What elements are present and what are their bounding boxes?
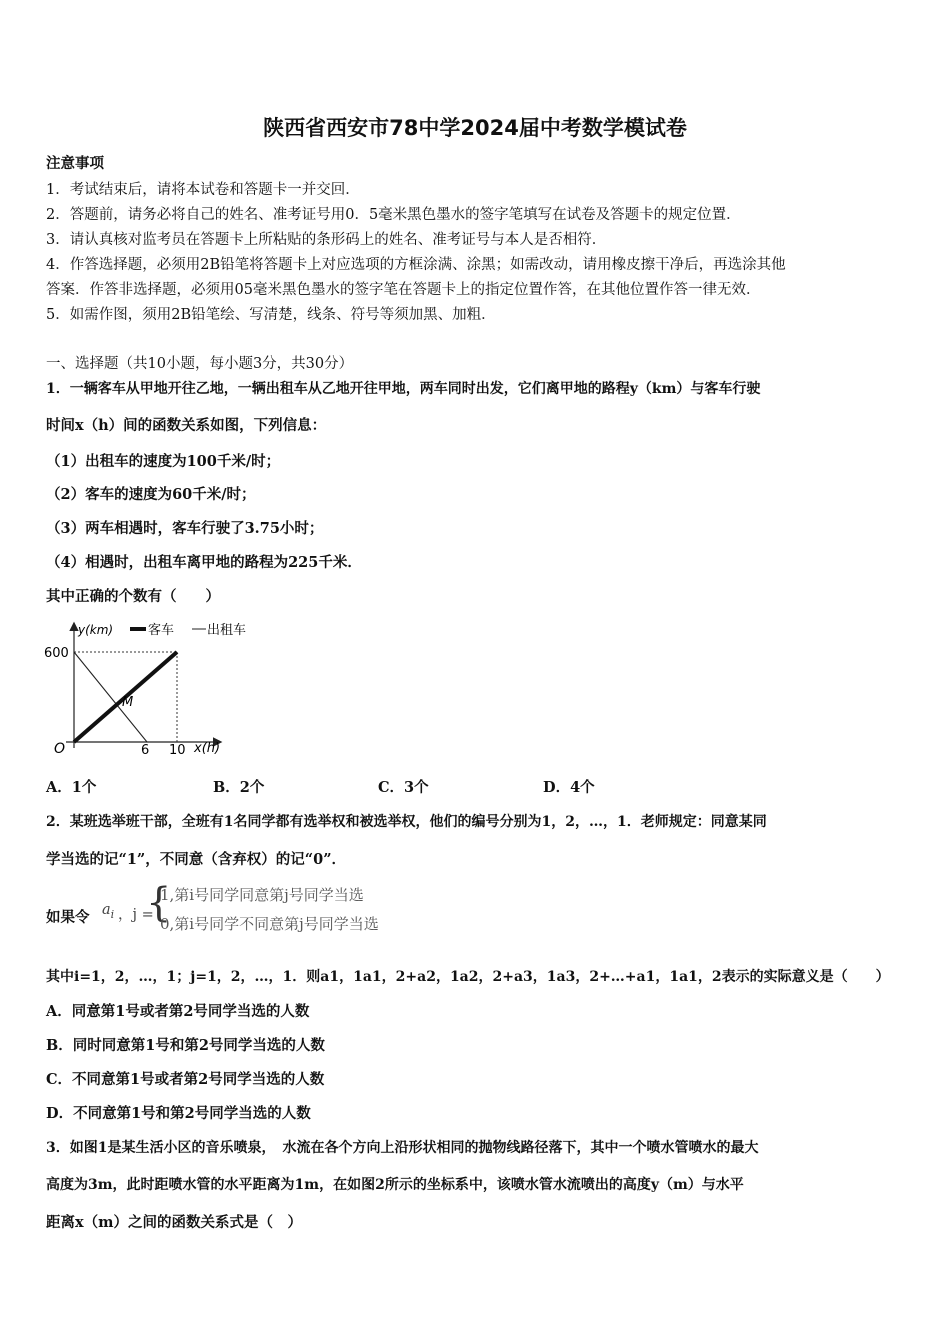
q2-option-d[interactable]: D．不同意第1号和第2号同学当选的人数 [46, 1105, 311, 1122]
y-axis-label: y(km) [78, 623, 114, 637]
q2-var-sub: i [110, 907, 115, 921]
y-tick-600: 600 [44, 646, 69, 661]
q2-stem-line2: 学当选的记“1”，不同意（含弃权）的记“0”． [46, 851, 347, 868]
q3-line2: 高度为3m，此时距喷水管的水平距离为1m，在如图2所示的坐标系中，该喷水管水流喷出的高度y（m）与水平 [46, 1177, 744, 1193]
legend-taxi: 出租车 [207, 623, 247, 638]
q1-stem-line2: 时间x（h）间的函数关系如图，下列信息： [46, 417, 327, 434]
q1-item: （3）两车相遇时，客车行驶了3.75小时； [46, 520, 324, 537]
notice-heading: 注意事项 [46, 155, 104, 172]
notice-item: 答案．作答非选择题，必须用05毫米黑色墨水的签字笔在答题卡上的指定位置作答，在其他位置作答一律无效． [46, 282, 761, 298]
q1-item: （1）出租车的速度为100千米/时； [46, 453, 281, 470]
x-axis-label: x(h) [194, 741, 221, 756]
q2-option-a[interactable]: A．同意第1号或者第2号同学当选的人数 [46, 1003, 310, 1020]
q2-option-c[interactable]: C．不同意第1号或者第2号同学当选的人数 [46, 1071, 325, 1088]
q2-var-j: ，j = [118, 907, 154, 923]
q3-line3: 距离x（m）之间的函数关系式是（ ） [46, 1214, 302, 1231]
notice-item: 4．作答选择题，必须用2B铅笔将答题卡上对应选项的方框涂满、涂黑；如需改动，请用橡皮擦干净后，再选涂其他 [46, 257, 786, 273]
q1-item: （4）相遇时，出租车离甲地的路程为225千米． [46, 554, 362, 571]
notice-item: 5．如需作图，须用2B铅笔绘、写清楚，线条、符号等须加黑、加粗． [46, 307, 496, 323]
q1-graph [44, 618, 274, 768]
q2-variable [102, 902, 114, 921]
legend-bus: 客车 [148, 623, 175, 638]
q1-option-c[interactable]: C．3个 [378, 779, 429, 796]
q2-case-2: 0,第i号同学不同意第j号同学当选 [160, 915, 379, 933]
origin-label: O [54, 741, 66, 757]
q1-option-b[interactable]: B．2个 [213, 779, 265, 796]
q1-ask: 其中正确的个数有（ ） [46, 588, 220, 605]
q2-option-b[interactable]: B．同时同意第1号和第2号同学当选的人数 [46, 1037, 325, 1054]
q1-item: （2）客车的速度为60千米/时； [46, 486, 256, 503]
notice-item: 3．请认真核对监考员在答题卡上所粘贴的条形码上的姓名、准考证号与本人是否相符． [46, 232, 607, 248]
q2-case-1: 1,第i号同学同意第j号同学当选 [160, 886, 364, 904]
taxi-line [74, 652, 147, 742]
q1-option-d[interactable]: D．4个 [543, 779, 595, 796]
x-tick-6: 6 [141, 743, 150, 758]
page-title: 陕西省西安市78中学2024届中考数学模试卷 [263, 116, 687, 140]
q2-brace: { [146, 880, 172, 926]
q2-stem-line1: 2．某班选举班干部，全班有1名同学都有选举权和被选举权，他们的编号分别为1，2，…，1．老师规定：同意某同 [46, 814, 767, 830]
section-heading: 一、选择题（共10小题，每小题3分，共30分） [46, 356, 354, 372]
q1-stem-line1: 1．一辆客车从甲地开往乙地，一辆出租车从乙地开往甲地，两车同时出发，它们离甲地的路程y（km）与客车行驶 [46, 381, 761, 397]
q2-expression: 其中i=1，2，…，1；j=1，2，…，1．则a1，1a1，2+a2，1a2，2+a3，1a3，2+…+a1，1a1，2表示的实际意义是（ ） [46, 969, 890, 985]
q2-if-label: 如果令 [46, 909, 90, 926]
q2-var-a: a [102, 902, 111, 918]
notice-item: 2．答题前，请务必将自己的姓名、准考证号用0．5毫米黑色墨水的签字笔填写在试卷及答题卡的规定位置． [46, 207, 741, 223]
q3-line1: 3．如图1是某生活小区的音乐喷泉， 水流在各个方向上沿形状相同的抛物线路径落下，其中一个喷水管喷水的最大 [46, 1140, 759, 1156]
point-m-label: M [122, 695, 134, 710]
notice-item: 1．考试结束后，请将本试卷和答题卡一并交回． [46, 182, 360, 198]
q1-option-a[interactable]: A．1个 [46, 779, 97, 796]
x-tick-10: 10 [169, 743, 186, 758]
